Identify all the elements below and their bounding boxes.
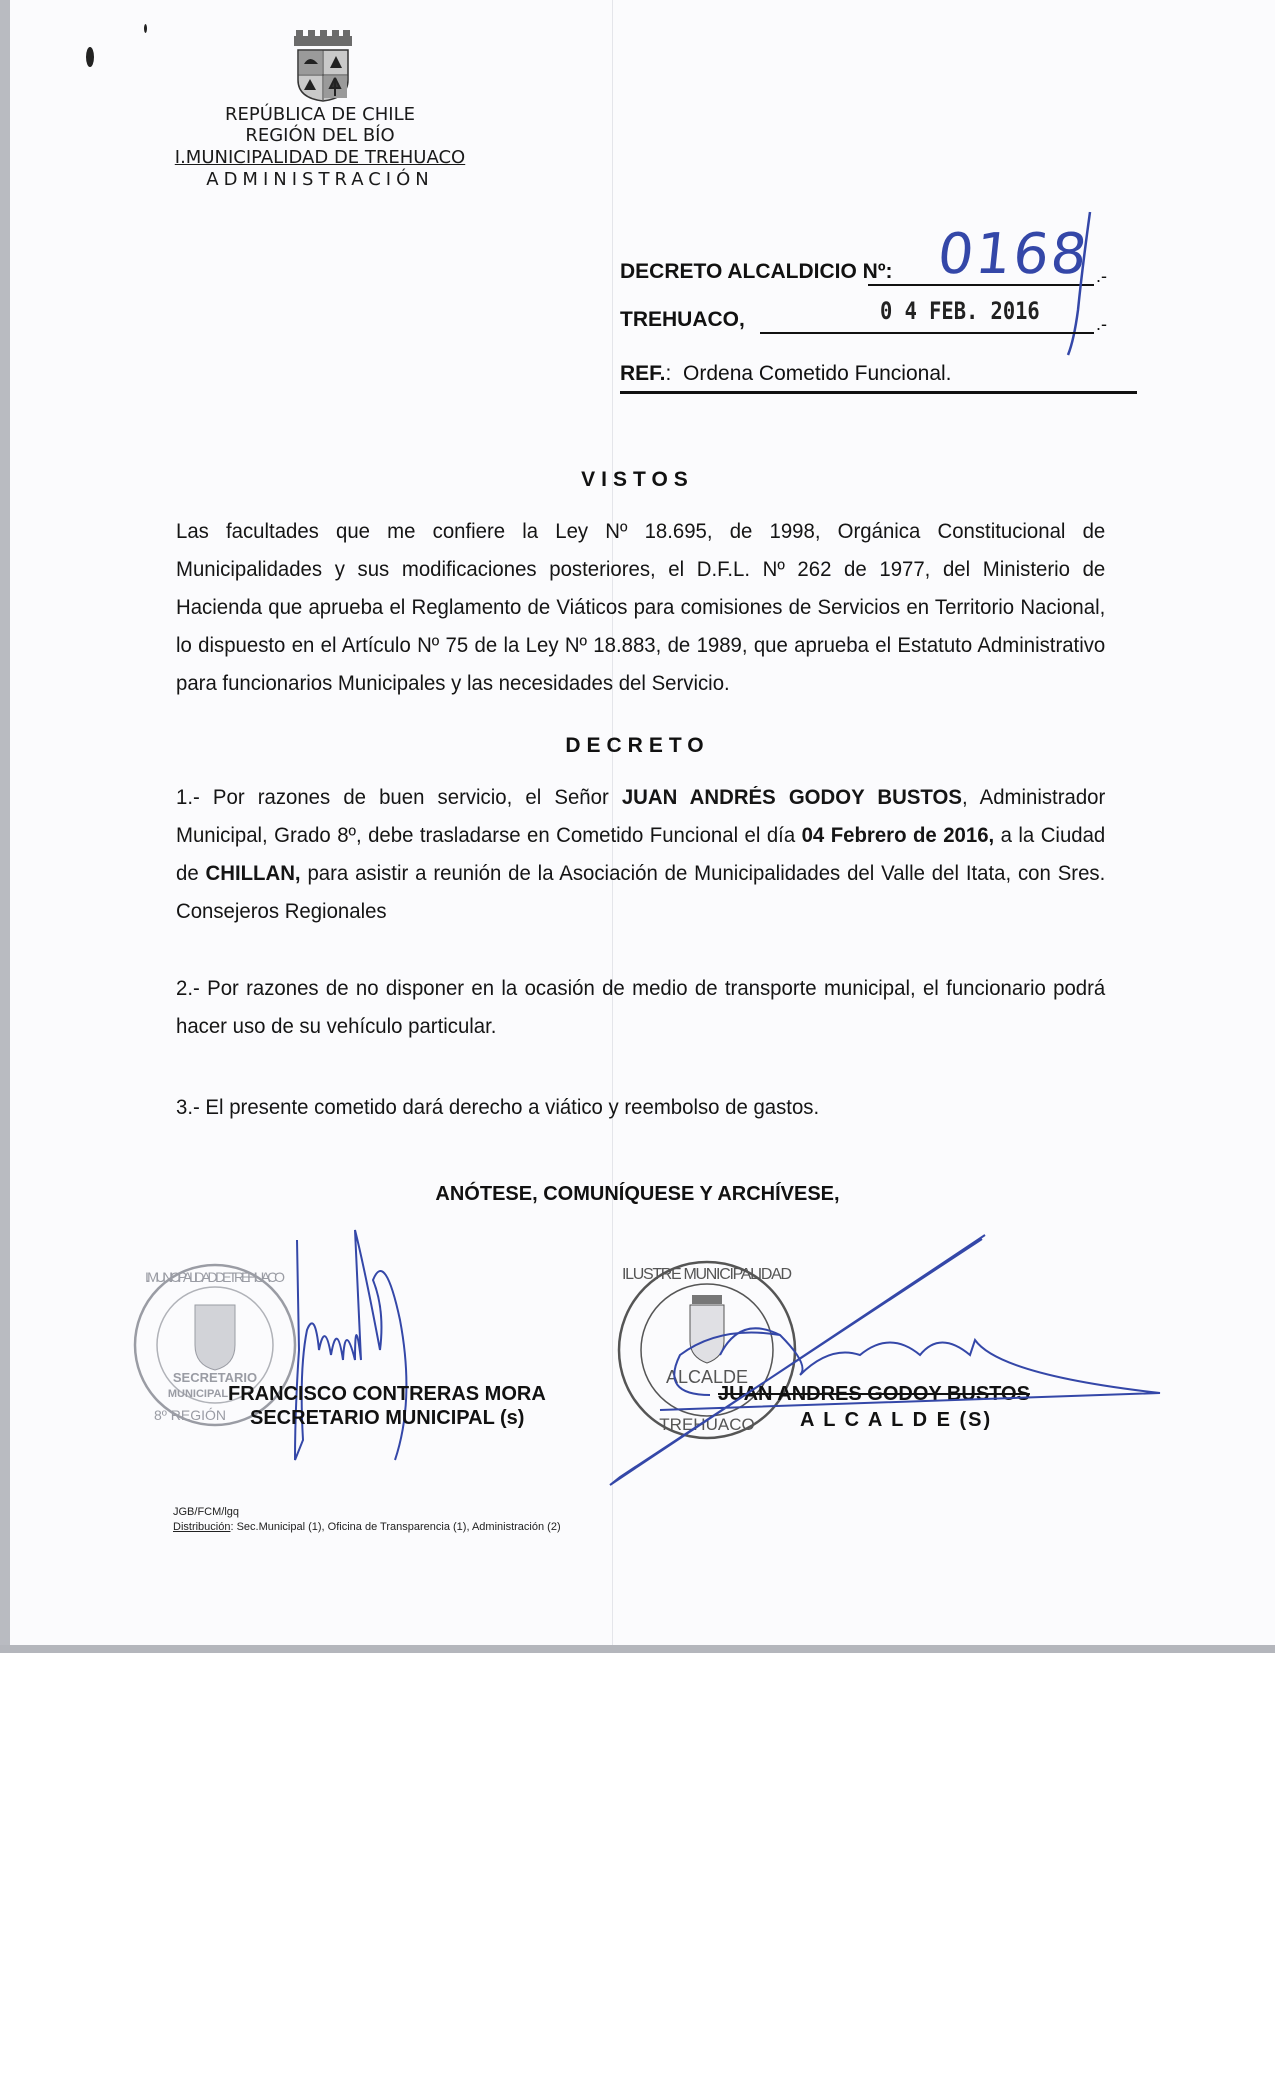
handwritten-slash (1060, 210, 1100, 360)
secretary-title: SECRETARIO MUNICIPAL (s) (250, 1407, 525, 1429)
vistos-paragraph: Las facultades que me confiere la Ley Nº 18.695, de 1998, Orgánica Constitucional de Municipalidades y sus modificaciones posteriores, el D.F.L. Nº 262 de 1977, del Ministerio de Hacienda que aprueba el Reglamento de Viáticos para comisiones de Servicios en Territorio Nacional, lo dispuesto en el Artículo Nº 75 de la Ley Nº 18.883, de 1989, que aprueba el Estatuto Administrativo para funcionarios Municipales y las necesidades del Servicio. (176, 520, 1106, 695)
item1-text: , Administrador Municipal, Grado 8º, debe trasladarse en Cometido Funcional el día (176, 786, 1106, 847)
vistos-heading: VISTOS (581, 468, 694, 491)
destination-city: CHILLAN, (205, 862, 301, 885)
stamp-bottom-text: TREHUACO (659, 1415, 755, 1434)
item1-text: a la Ciudad de (176, 824, 1106, 885)
decree-number-handwritten: 0168 (934, 222, 1092, 287)
decreto-heading: DECRETO (565, 734, 710, 757)
scan-edge (0, 1645, 1275, 1653)
mayor-name: JUAN ANDRES GODOY BUSTOS (718, 1383, 1030, 1405)
reference-label: REF. (620, 362, 666, 385)
stamp-bottom-text: 8º REGIÓN (153, 1407, 227, 1423)
date-line (760, 332, 1094, 334)
stamp-inner-text: ALCALDE (665, 1367, 749, 1387)
item1-text: para asistir a reunión de la Asociación de Municipalidades del Valle del Itata, con Sres. Consejeros Regionales (176, 862, 1106, 923)
initials: JGB/FCM/lgq (173, 1506, 240, 1518)
stamp-outer-text: ILUSTRE MUNICIPALIDAD (622, 1266, 792, 1283)
official-name: JUAN ANDRÉS GODOY BUSTOS (621, 786, 962, 809)
distribution-text: : Sec.Municipal (1), Oficina de Transparencia (1), Administración (2) (230, 1521, 561, 1533)
letterhead-region: REGIÓN DEL BÍO (245, 125, 395, 146)
date-stamp: 0 4 FEB. 2016 (880, 297, 1040, 325)
distribution-label: Distribución (173, 1521, 231, 1533)
stamp-outer-text: I. MUNICIPALIDAD DE TREHUACO (145, 1269, 285, 1285)
decree-item-1 (176, 779, 1105, 931)
stamp-inner-text: MUNICIPAL (167, 1388, 229, 1400)
place-label: TREHUACO, (620, 308, 745, 331)
decree-number-label: DECRETO ALCALDICIO Nº: (620, 260, 893, 283)
letterhead-municipality: I.MUNICIPALIDAD DE TREHUACO (174, 147, 466, 168)
closing-formula: ANÓTESE, COMUNÍQUESE Y ARCHÍVESE, (435, 1183, 840, 1205)
coat-of-arms-icon (290, 30, 356, 102)
reference-text: Ordena Cometido Funcional. (683, 362, 952, 385)
decree-item-2: 2.- Por razones de no disponer en la ocasión de medio de transporte municipal, el funcionario podrá hacer uso de su vehículo particular. (176, 977, 1106, 1038)
reference-rule (620, 391, 1137, 394)
stamp-inner-text: SECRETARIO (172, 1370, 258, 1385)
reference-line (620, 362, 952, 386)
decree-item-3: 3.- El presente cometido dará derecho a viático y reembolso de gastos. (176, 1096, 820, 1119)
line-end: .- (1096, 266, 1107, 286)
secretary-signature (285, 1210, 515, 1470)
scan-speck (144, 24, 147, 33)
distribution-line (173, 1521, 561, 1533)
mayor-signature (600, 1215, 1170, 1495)
travel-date: 04 Febrero de 2016, (801, 824, 995, 847)
letterhead-department: ADMINISTRACIÓN (206, 169, 434, 190)
line-end: .- (1096, 314, 1107, 334)
reference-separator: : (665, 362, 672, 385)
scan-speck (86, 47, 94, 67)
mayor-title: A L C A L D E (S) (800, 1409, 993, 1431)
item1-text: 1.- Por razones de buen servicio, el Señor (176, 786, 622, 809)
letterhead-country: REPÚBLICA DE CHILE (225, 104, 415, 125)
secretary-name: FRANCISCO CONTRERAS MORA (228, 1383, 546, 1405)
